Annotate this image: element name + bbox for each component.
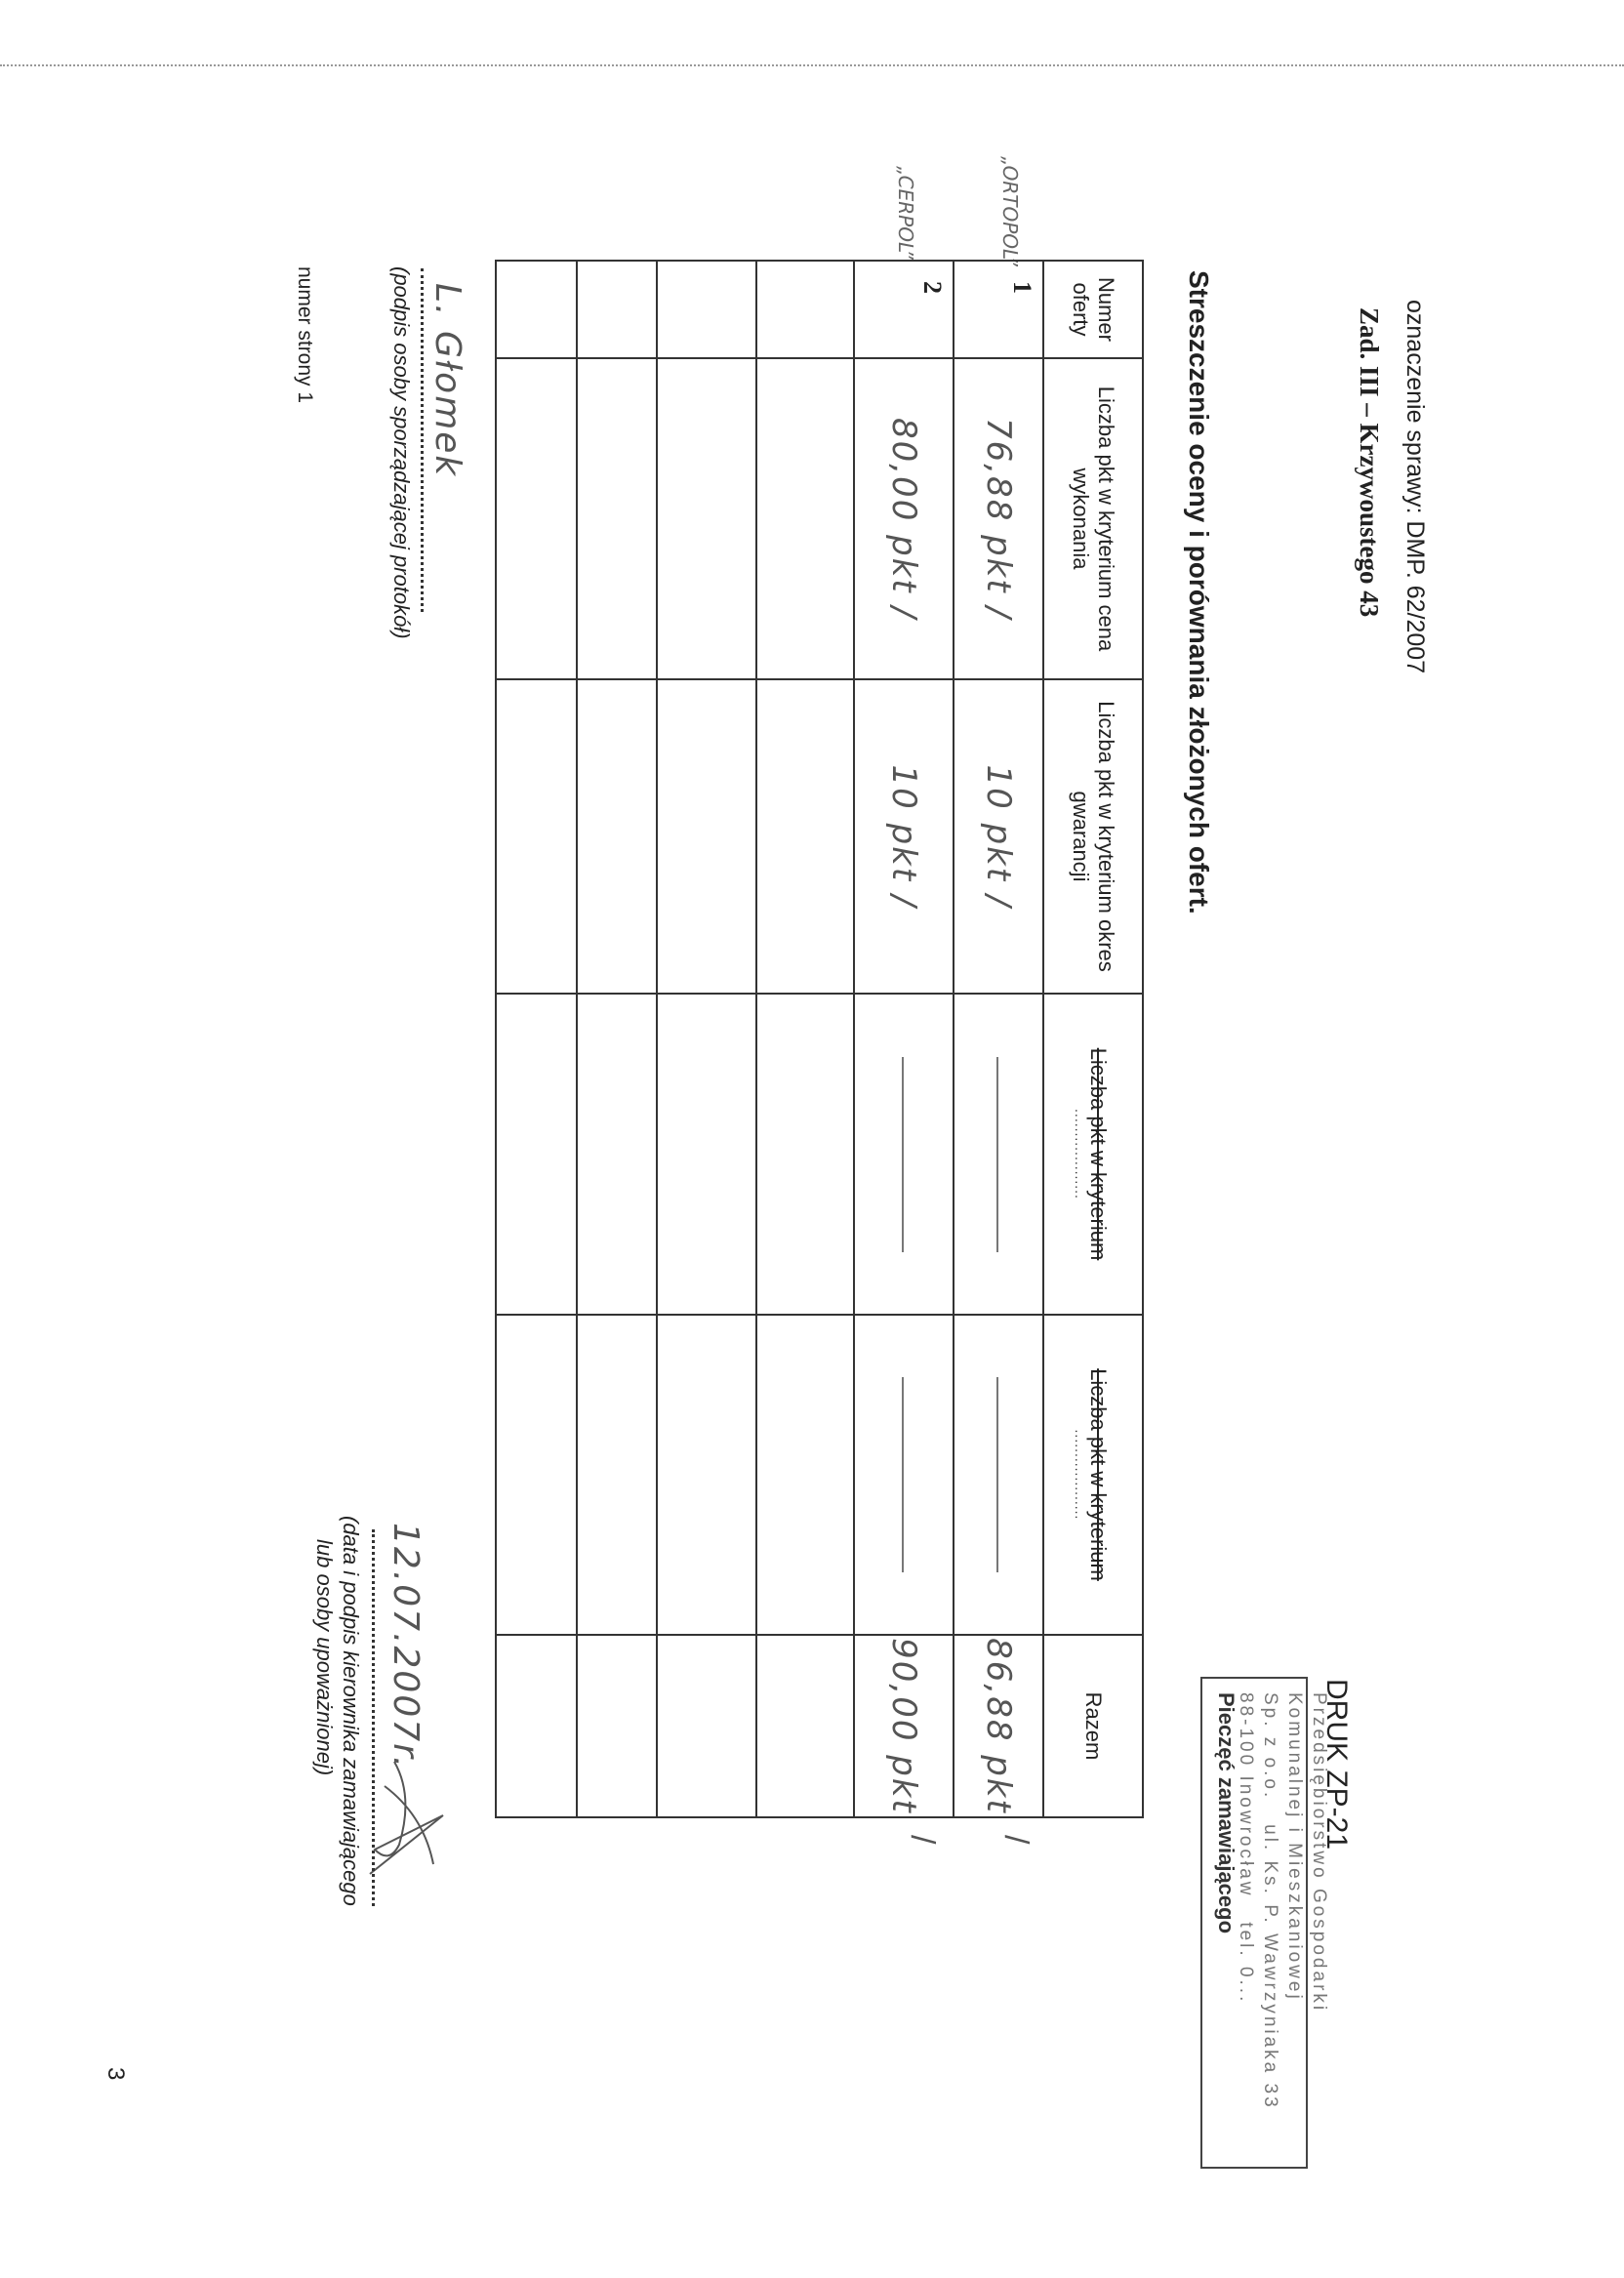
- total-points: 90,00 pkt: [854, 1635, 954, 1817]
- case-reference: oznaczenie sprawy: DMP. 62/2007: [1401, 300, 1429, 674]
- form-code: DRUK ZP-21: [1320, 1679, 1353, 1851]
- empty-criterion: [954, 1315, 1043, 1635]
- company-stamp: [1234, 1692, 1331, 2110]
- table-row: [577, 261, 657, 1817]
- margin-note: „CERPOL”: [894, 166, 917, 260]
- header-unused-criterion: Liczba pkt w kryterium ...................: [1043, 1315, 1143, 1635]
- signature-line: [421, 268, 424, 612]
- manager-signature-icon: [365, 1757, 453, 1884]
- check-mark: /: [997, 1835, 1035, 1845]
- preparer-caption: (podpis osoby sporządzającej protokół): [389, 266, 414, 639]
- warranty-points: 10 pkt /: [954, 679, 1043, 994]
- offer-number: 1: [954, 261, 1043, 358]
- header-price-criterion: Liczba pkt w kryterium cena wykonania: [1043, 358, 1143, 679]
- empty-criterion: [954, 994, 1043, 1315]
- header-unused-criterion: Liczba pkt w kryterium ...................: [1043, 994, 1143, 1315]
- stamp-label: Pieczęć zamawiającego: [1214, 1692, 1238, 1934]
- preparer-signature: L. Głomek: [427, 283, 467, 478]
- table-row: [496, 261, 577, 1817]
- empty-criterion: [854, 994, 954, 1315]
- table-row: [657, 261, 756, 1817]
- check-mark: /: [904, 1835, 941, 1845]
- price-points: 80,00 pkt /: [854, 358, 954, 679]
- page-number: numer strony 1: [294, 266, 316, 404]
- stamp-line: Komunalnej i Mieszkaniowej: [1284, 1692, 1305, 2002]
- header-warranty-criterion: Liczba pkt w kryterium okres gwarancji: [1043, 679, 1143, 994]
- table-row: [854, 261, 954, 1817]
- empty-criterion: [854, 1315, 954, 1635]
- table-header-row: [1043, 261, 1143, 1817]
- warranty-points: 10 pkt /: [854, 679, 954, 994]
- table-row: [756, 261, 854, 1817]
- header-total: Razem: [1043, 1635, 1143, 1817]
- header-offer-number: Numer oferty: [1043, 261, 1143, 358]
- offers-table: [495, 260, 1144, 1818]
- table-row: [954, 261, 1043, 1817]
- manager-caption: (data i podpis kierownika zamawiającego: [339, 1516, 363, 1906]
- stamp-line: Sp. z o.o. ul. Ks. P. Wawrzyniaka 33: [1260, 1692, 1280, 2110]
- total-points: 86,88 pkt: [954, 1635, 1043, 1817]
- date-handwritten: 12.07.2007r.: [386, 1523, 426, 1770]
- task-title: Zad. III – Krzywoustego 43: [1355, 307, 1384, 618]
- page-title: Streszczenie oceny i porównania złożonych ofert.: [1184, 270, 1214, 915]
- price-points: 76,88 pkt /: [954, 358, 1043, 679]
- offer-number: 2: [854, 261, 954, 358]
- signature-line: [372, 1529, 375, 1906]
- manager-caption: lub osoby upoważnionej): [312, 1539, 337, 1776]
- stamp-line: Przedsiębiorstwo Gospodarki: [1309, 1692, 1329, 2014]
- stamp-line: 88-100 Inowrocław tel. 0...: [1236, 1692, 1256, 2005]
- margin-note: „ORTOPOL”: [998, 156, 1022, 266]
- sheet-number: 3: [102, 2067, 129, 2081]
